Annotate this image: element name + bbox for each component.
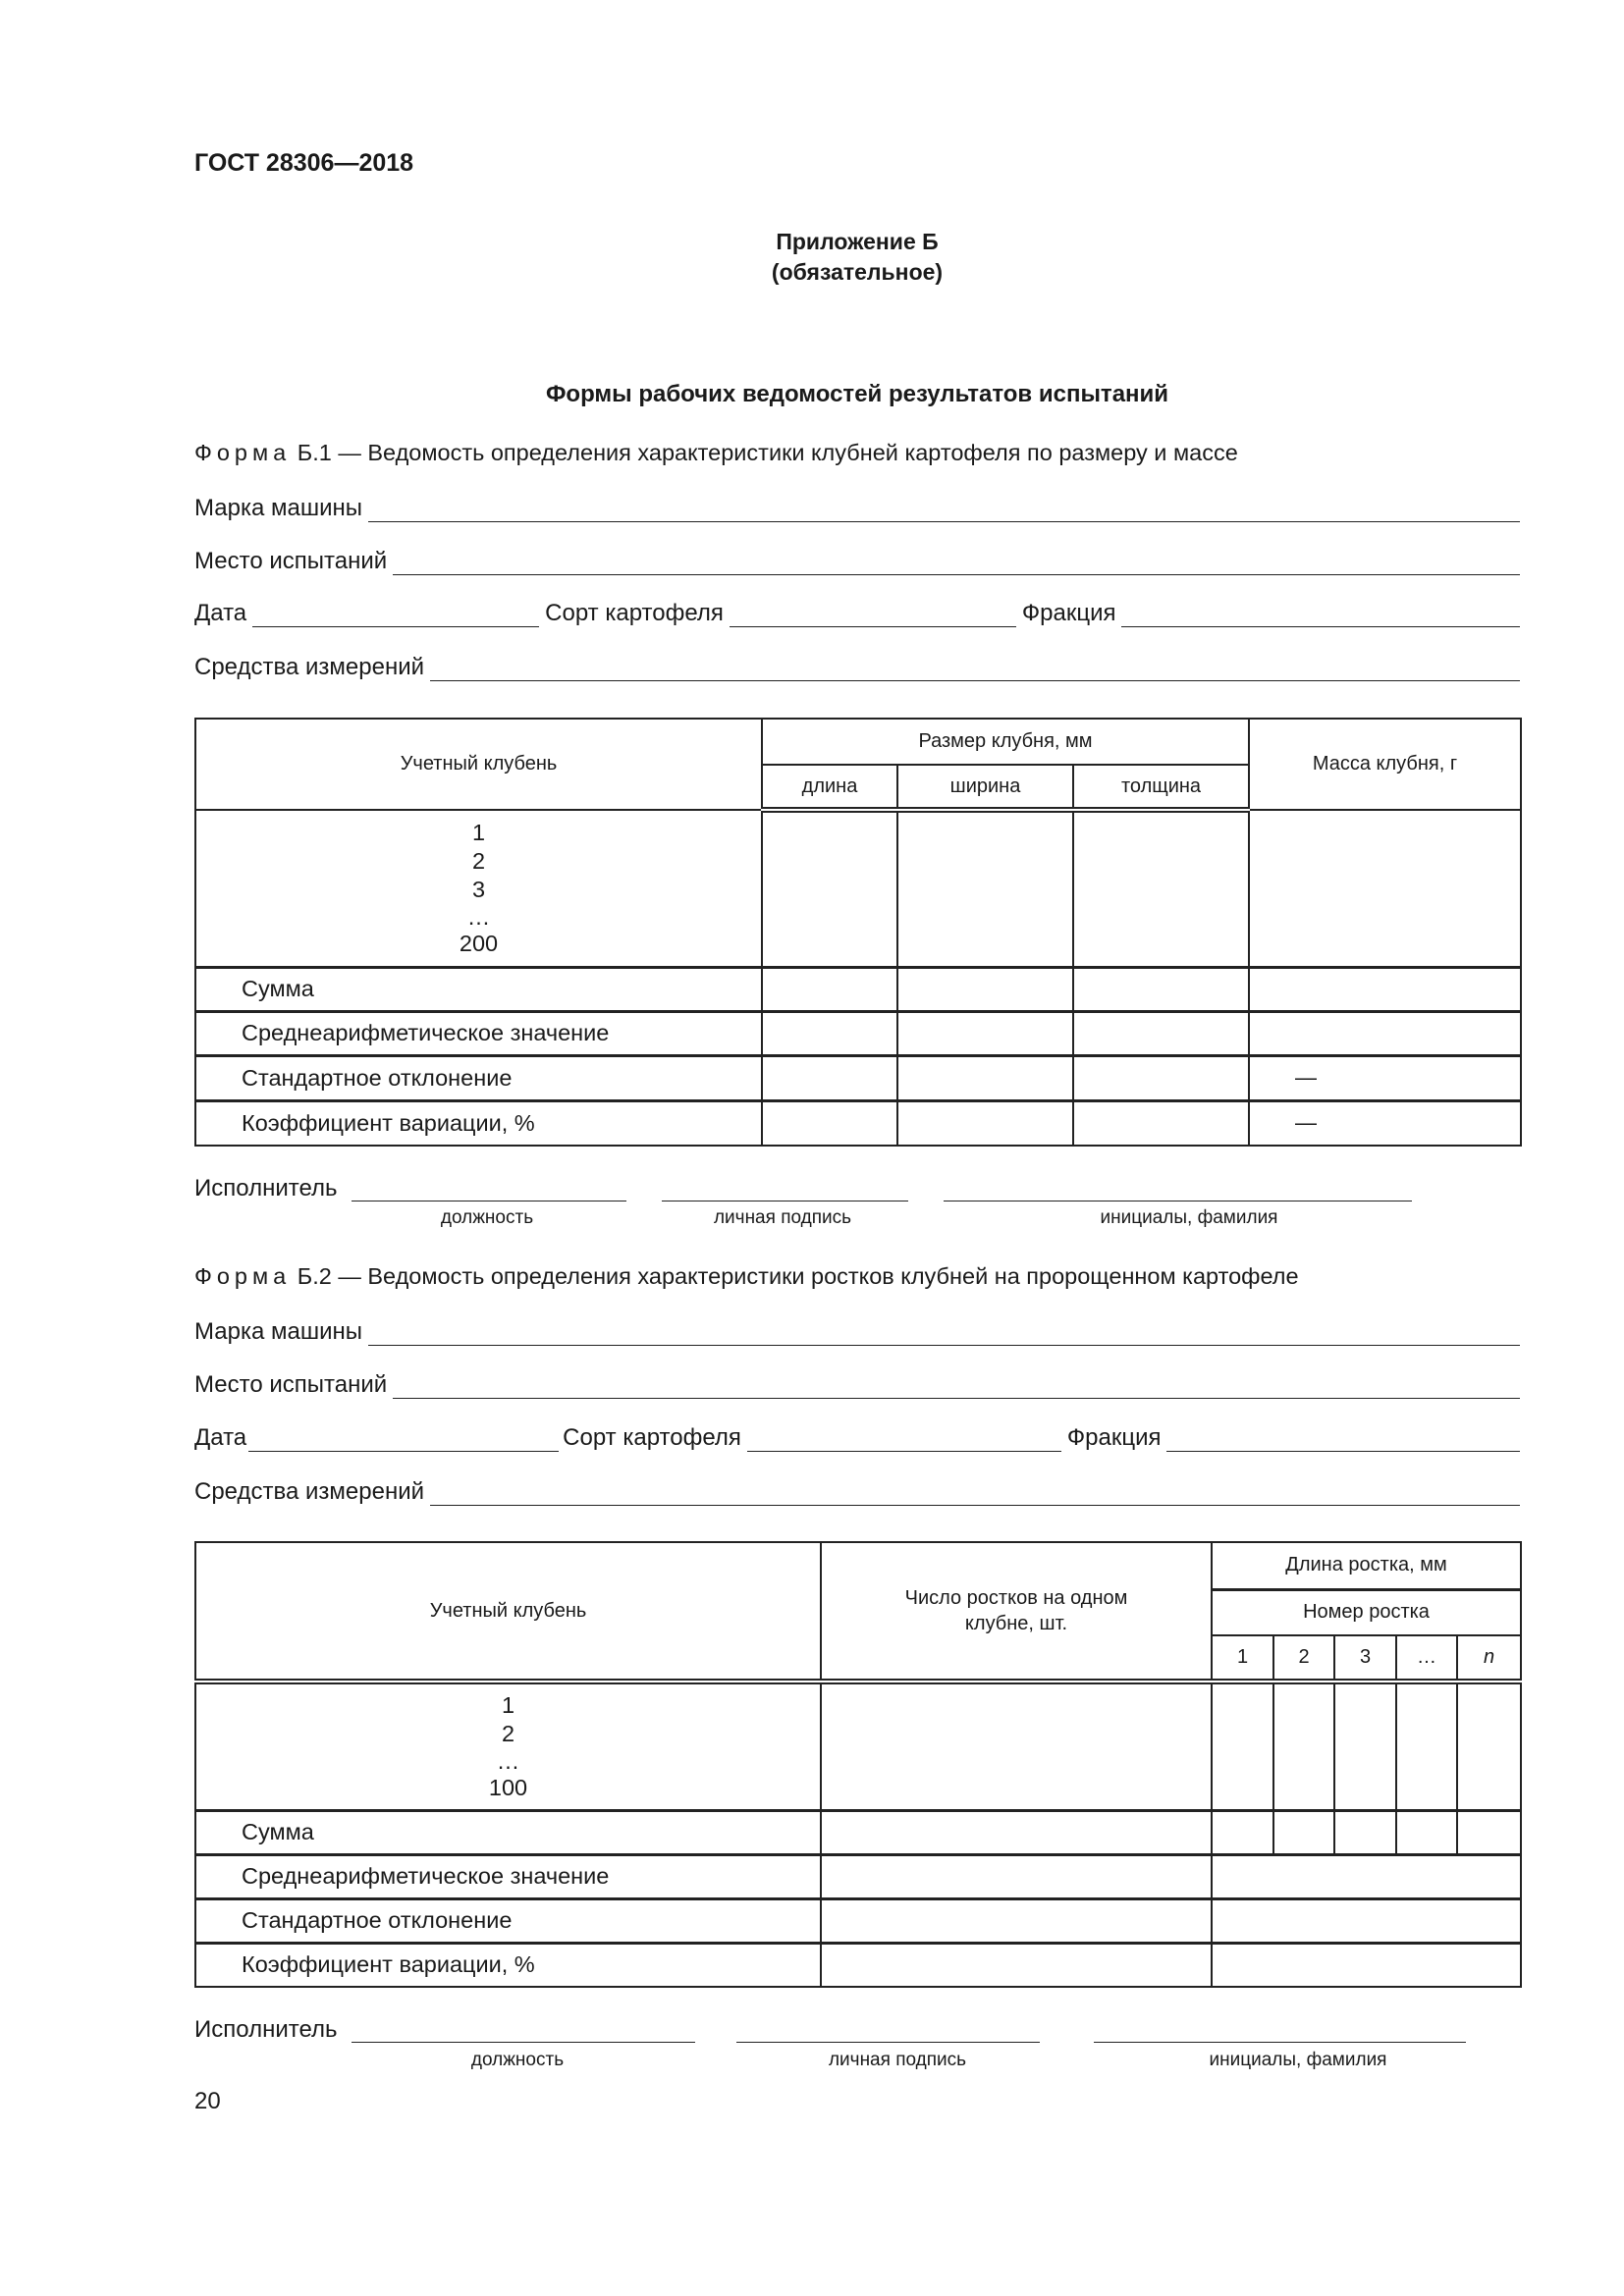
date-line[interactable]: [252, 604, 539, 627]
field-label: Фракция: [1021, 600, 1116, 626]
cell[interactable]: [762, 1011, 897, 1055]
tuber-numbers: 1 2 3 … 200: [195, 810, 762, 967]
field-label: Дата: [194, 600, 247, 626]
fill-line[interactable]: [368, 499, 1520, 522]
subcol-length: длина: [762, 765, 897, 810]
cell[interactable]: [762, 810, 897, 967]
form1-place-field[interactable]: [194, 546, 1520, 575]
field-label: Марка машины: [194, 1318, 363, 1345]
cell[interactable]: [1212, 1943, 1521, 1987]
subcol-ellipsis: …: [1396, 1635, 1457, 1682]
form1-machine-field[interactable]: [194, 493, 1520, 522]
row-std: Стандартное отклонение: [195, 1898, 821, 1943]
col-sprout-count: Число ростков на одном клубне, шт.: [821, 1542, 1212, 1682]
subcol-thickness: толщина: [1073, 765, 1249, 810]
subcol-n: n: [1457, 1635, 1521, 1682]
form1-table: [194, 718, 1522, 1147]
section-title: Формы рабочих ведомостей результатов испытаний: [545, 381, 1169, 407]
cell[interactable]: [1334, 1682, 1396, 1810]
cell[interactable]: [821, 1682, 1212, 1810]
cell[interactable]: [1212, 1898, 1521, 1943]
cell[interactable]: [1457, 1810, 1521, 1854]
cell[interactable]: [1073, 967, 1249, 1011]
cell[interactable]: [1396, 1810, 1457, 1854]
form1-instruments-field[interactable]: [194, 652, 1520, 681]
form2-machine-field[interactable]: [194, 1316, 1520, 1346]
cell[interactable]: [821, 1854, 1212, 1898]
form-caption-text: Б.1 — Ведомость определения характеристики клубней картофеля по размеру и массе: [297, 440, 1238, 465]
col-sprout-length: Длина ростка, мм: [1212, 1542, 1521, 1589]
cell[interactable]: [1273, 1810, 1334, 1854]
form1-date-row: [194, 598, 1520, 627]
caption-name: инициалы, фамилия: [1209, 2050, 1387, 2070]
cell[interactable]: [1273, 1682, 1334, 1810]
form-prefix: Форма: [194, 440, 292, 465]
date-line[interactable]: [248, 1428, 559, 1452]
caption-name: инициалы, фамилия: [1100, 1207, 1278, 1228]
field-label: Марка машины: [194, 495, 363, 521]
fill-line[interactable]: [430, 658, 1520, 681]
form2-date-row: [194, 1422, 1520, 1452]
field-label: Средства измерений: [194, 1478, 425, 1505]
form1-executor-label: Исполнитель: [194, 1175, 338, 1201]
cell[interactable]: [821, 1898, 1212, 1943]
cell[interactable]: [1249, 967, 1521, 1011]
cell[interactable]: [897, 1100, 1073, 1146]
col-tuber: Учетный клубень: [195, 1542, 821, 1682]
form2-table: [194, 1541, 1522, 1988]
dash-cell: —: [1249, 1055, 1521, 1100]
variety-line[interactable]: [730, 604, 1016, 627]
cell[interactable]: [897, 1011, 1073, 1055]
signature-line[interactable]: [662, 1200, 908, 1201]
document-header: ГОСТ 28306—2018: [194, 149, 414, 177]
field-label: Фракция: [1066, 1424, 1162, 1451]
fraction-line[interactable]: [1121, 604, 1520, 627]
variety-line[interactable]: [747, 1428, 1061, 1452]
col-tuber: Учетный клубень: [195, 719, 762, 810]
form1-caption: [194, 440, 1238, 466]
form-prefix: Форма: [194, 1263, 292, 1289]
cell[interactable]: [1334, 1810, 1396, 1854]
cell[interactable]: [762, 1100, 897, 1146]
fill-line[interactable]: [393, 552, 1520, 575]
cell[interactable]: [1249, 1011, 1521, 1055]
appendix-status: (обязательное): [771, 259, 944, 285]
field-label: Средства измерений: [194, 654, 425, 680]
position-line[interactable]: [352, 2041, 695, 2043]
fill-line[interactable]: [430, 1482, 1520, 1506]
row-cv: Коэффициент вариации, %: [195, 1100, 762, 1146]
cell[interactable]: [821, 1810, 1212, 1854]
form2-caption: [194, 1263, 1299, 1290]
subcol-2: 2: [1273, 1635, 1334, 1682]
caption-position: должность: [470, 2050, 565, 2070]
form2-executor-label: Исполнитель: [194, 2016, 338, 2043]
form-caption-text: Б.2 — Ведомость определения характеристики ростков клубней на пророщенном картофеле: [297, 1263, 1299, 1289]
subcol-width: ширина: [897, 765, 1073, 810]
cell[interactable]: [1073, 810, 1249, 967]
cell[interactable]: [1212, 1810, 1273, 1854]
page-number: 20: [194, 2088, 221, 2114]
field-label: Место испытаний: [194, 1371, 388, 1398]
appendix-title: Приложение Б: [776, 229, 939, 254]
row-std: Стандартное отклонение: [195, 1055, 762, 1100]
cell[interactable]: [1212, 1682, 1273, 1810]
row-sum: Сумма: [195, 1810, 821, 1854]
caption-signature: личная подпись: [828, 2050, 967, 2070]
caption-position: должность: [440, 1207, 534, 1228]
field-label: Дата: [194, 1424, 247, 1451]
dash-cell: —: [1249, 1100, 1521, 1146]
form2-place-field[interactable]: [194, 1369, 1520, 1399]
cell[interactable]: [821, 1943, 1212, 1987]
cell[interactable]: [1249, 810, 1521, 967]
fill-line[interactable]: [393, 1375, 1520, 1399]
field-label: Сорт картофеля: [563, 1424, 741, 1451]
cell[interactable]: [1073, 1055, 1249, 1100]
position-line[interactable]: [352, 1200, 626, 1201]
caption-signature: личная подпись: [713, 1207, 852, 1228]
cell[interactable]: [1212, 1854, 1521, 1898]
tuber-numbers: 1 2 … 100: [195, 1682, 821, 1810]
cell[interactable]: [1457, 1682, 1521, 1810]
name-line[interactable]: [1094, 2041, 1466, 2043]
col-mass: Масса клубня, г: [1249, 719, 1521, 810]
cell[interactable]: [762, 967, 897, 1011]
field-label: Место испытаний: [194, 548, 388, 574]
field-label: Сорт картофеля: [545, 600, 724, 626]
col-sprout-number: Номер ростка: [1212, 1589, 1521, 1635]
subcol-1: 1: [1212, 1635, 1273, 1682]
form2-instruments-field[interactable]: [194, 1476, 1520, 1506]
fill-line[interactable]: [368, 1322, 1520, 1346]
col-size: Размер клубня, мм: [762, 719, 1249, 765]
signature-line[interactable]: [736, 2041, 1040, 2043]
name-line[interactable]: [944, 1200, 1412, 1201]
cell[interactable]: [1073, 1100, 1249, 1146]
cell[interactable]: [897, 810, 1073, 967]
row-sum: Сумма: [195, 967, 762, 1011]
subcol-3: 3: [1334, 1635, 1396, 1682]
cell[interactable]: [897, 967, 1073, 1011]
fraction-line[interactable]: [1166, 1428, 1520, 1452]
cell[interactable]: [897, 1055, 1073, 1100]
cell[interactable]: [1396, 1682, 1457, 1810]
row-mean: Среднеарифметическое значение: [195, 1854, 821, 1898]
cell[interactable]: [1073, 1011, 1249, 1055]
row-cv: Коэффициент вариации, %: [195, 1943, 821, 1987]
row-mean: Среднеарифметическое значение: [195, 1011, 762, 1055]
cell[interactable]: [762, 1055, 897, 1100]
